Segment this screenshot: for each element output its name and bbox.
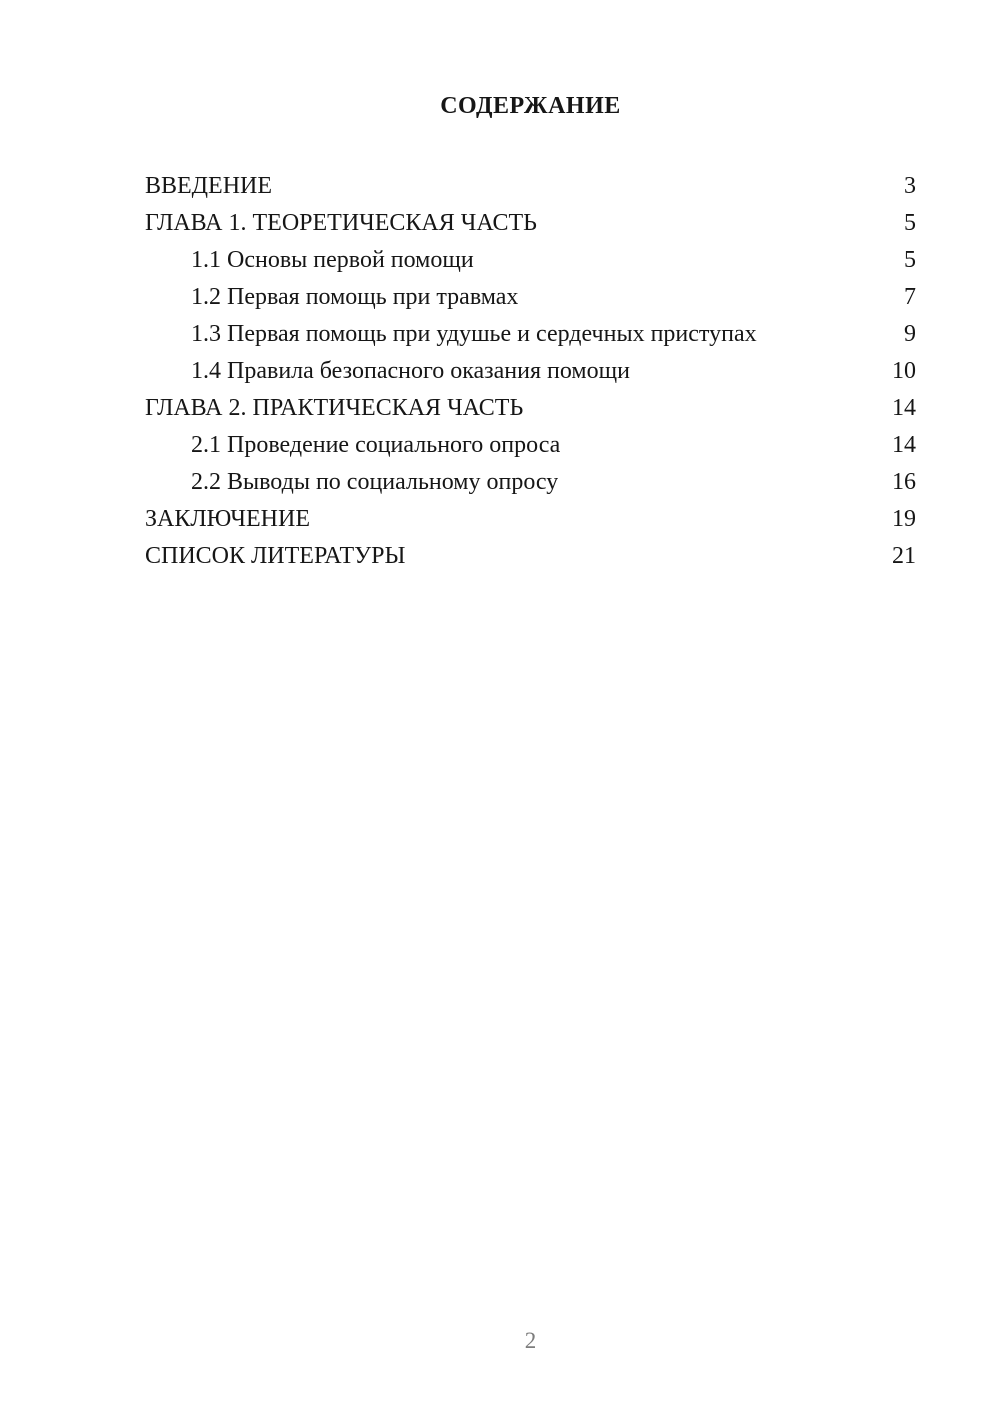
toc-entry-label: 1.3 Первая помощь при удушье и сердечных приступах: [191, 321, 757, 347]
toc-entry-page: 16: [892, 469, 916, 495]
toc-row: [145, 427, 916, 464]
toc-entry-label: ГЛАВА 1. ТЕОРЕТИЧЕСКАЯ ЧАСТЬ: [145, 210, 537, 236]
toc-entry-page: 9: [904, 321, 916, 347]
toc-entry-page: 10: [892, 358, 916, 384]
toc-row: [145, 501, 916, 538]
toc-entry-page: 19: [892, 506, 916, 532]
toc-entry-label: 2.1 Проведение социального опроса: [191, 432, 561, 458]
toc-row: [145, 353, 916, 390]
toc-entry-page: 7: [904, 284, 916, 310]
toc-row: [145, 464, 916, 501]
toc-entry-label: СПИСОК ЛИТЕРАТУРЫ: [145, 543, 406, 569]
toc-row: [145, 242, 916, 279]
toc-entry-page: 14: [892, 432, 916, 458]
toc-row: [145, 205, 916, 242]
toc-entry-label: ЗАКЛЮЧЕНИЕ: [145, 506, 310, 532]
toc-entry-page: 3: [904, 173, 916, 199]
toc-row: [145, 390, 916, 427]
toc-row: [145, 279, 916, 316]
toc-entry-page: 21: [892, 543, 916, 569]
toc-entry-label: ГЛАВА 2. ПРАКТИЧЕСКАЯ ЧАСТЬ: [145, 395, 524, 421]
toc-entry-page: 5: [904, 247, 916, 273]
toc-entry-label: 2.2 Выводы по социальному опросу: [191, 469, 559, 495]
footer-page-number: 2: [524, 1328, 537, 1353]
toc-entry-label: 1.2 Первая помощь при травмах: [191, 284, 519, 310]
toc-entry-label: 1.1 Основы первой помощи: [191, 247, 474, 273]
toc-entry-page: 5: [904, 210, 916, 236]
toc-entry-label: ВВЕДЕНИЕ: [145, 173, 273, 199]
toc-row: [145, 168, 916, 205]
toc-row: [145, 538, 916, 575]
toc-entry-page: 14: [892, 395, 916, 421]
page-title: СОДЕРЖАНИЕ: [440, 93, 621, 119]
toc-list: [145, 168, 916, 575]
toc-entry-label: 1.4 Правила безопасного оказания помощи: [191, 358, 630, 384]
toc-row: [145, 316, 916, 353]
